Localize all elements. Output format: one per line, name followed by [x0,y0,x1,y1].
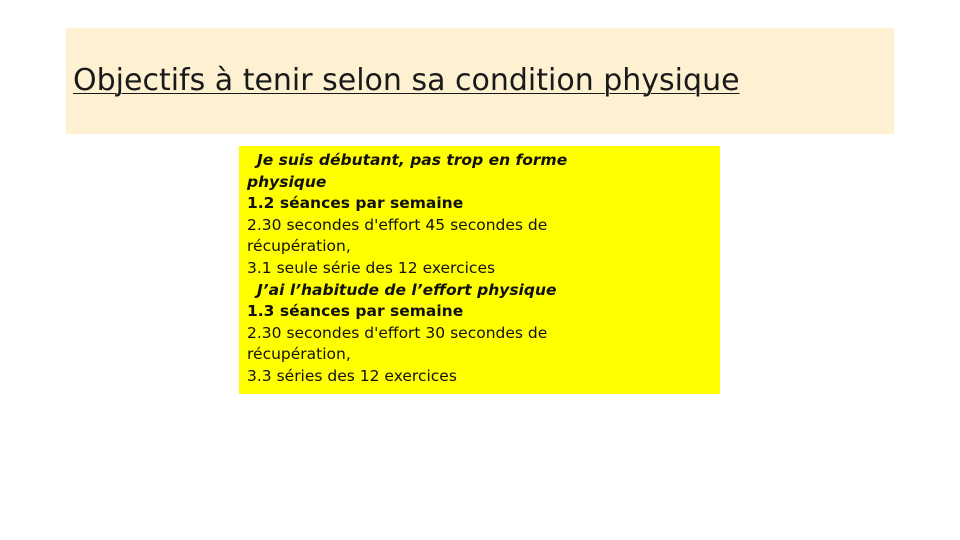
beginner-heading-continued: physique [247,172,327,191]
habitual-effort-continued: récupération, [247,345,351,364]
beginner-effort: 2.30 secondes d'effort 45 secondes de [247,215,548,234]
objectives-box [239,146,720,394]
slide-title: Objectifs à tenir selon sa condition physique [73,63,740,98]
habitual-series: 3.3 séries des 12 exercices [247,366,457,385]
habitual-heading: J’ai l’habitude de l’effort physique [257,280,557,299]
habitual-sessions: 1.3 séances par semaine [247,302,464,321]
habitual-effort: 2.30 secondes d'effort 30 secondes de [247,323,548,342]
beginner-heading: Je suis débutant, pas trop en forme [257,151,568,169]
beginner-series: 3.1 seule série des 12 exercices [247,258,496,277]
beginner-sessions: 1.2 séances par semaine [247,194,464,213]
beginner-effort-continued: récupération, [247,237,351,256]
